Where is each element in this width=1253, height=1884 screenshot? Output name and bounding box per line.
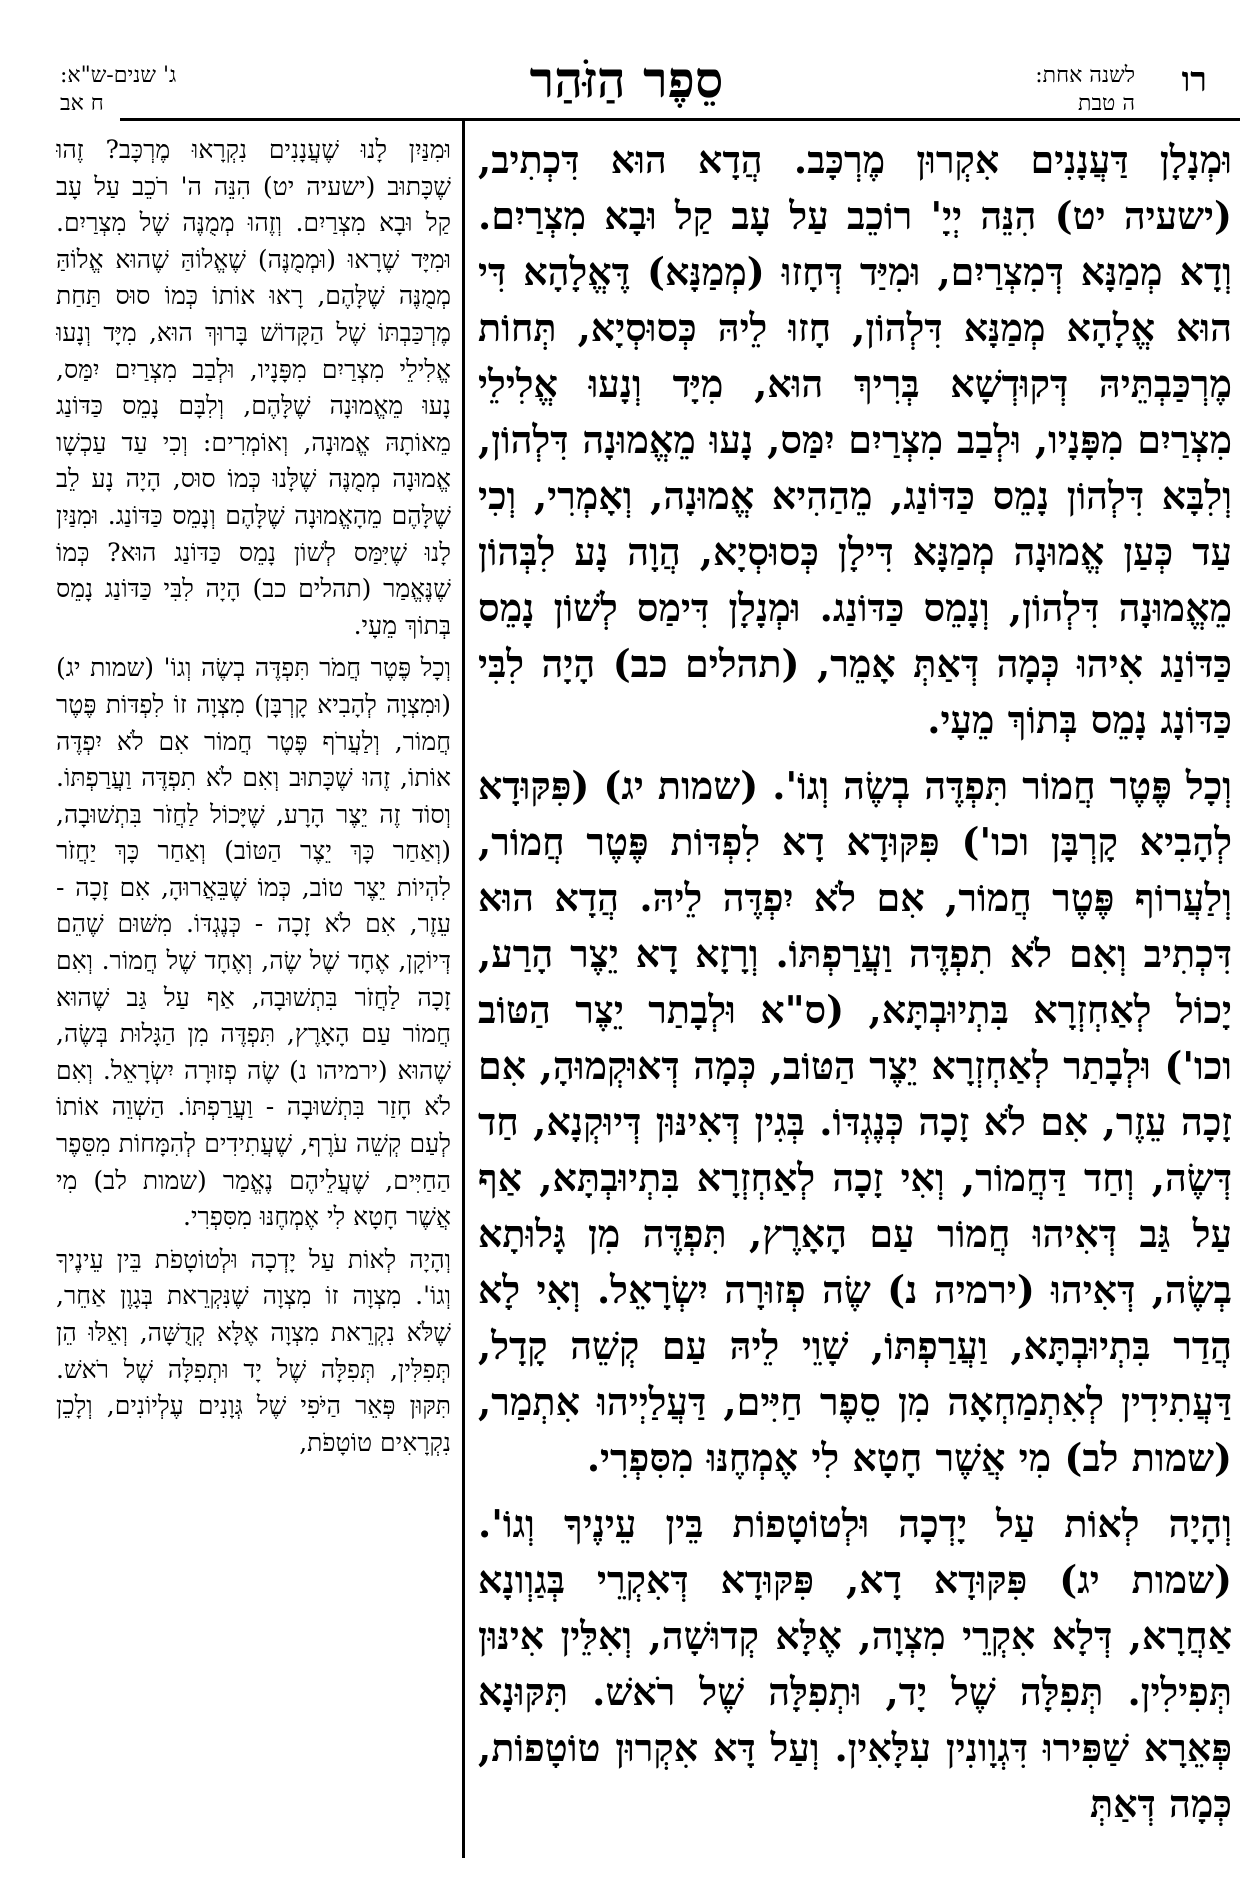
book-title: סֵפֶר הַזֹּהַר [529,50,724,109]
page-header [0,0,1253,118]
translation-column [56,132,451,1872]
header-rule [120,118,1240,121]
main-paragraph: וְכָל פֶּטֶר חֲמוֹר תִּפְדֶּה בְשֶׂה וְגוֹ'. (שמות יג) (פִּקּוּדָא לְהָבִיא קָרְבָּן וכו') פִּקּוּדָא דָא לִפְדּוֹת פֶּטֶר חֲמוֹר, וְלַעֲרוֹף פֶּטֶר חֲמוֹר, אִם לֹא יִפְדֶּה לֵיהּ. הֲדָא הוּא דִּכְתִיב וְאִם לֹא תִפְדֶּה וַעֲרַפְתּוֹ. וְרָזָא דָא יֵצֶר הָרַע, יָכוֹל לְאַחְזְרָא בִּתְיוּבְתָּא, (ס"א וּלְבָתַר יֵצֶר הַטּוֹב וכו') וּלְבָתַר לְאַחְזְרָא יֵצֶר הַטּוֹב, כְּמָה דְּאוּקְמוּהָ, אִם זָכָה עֵזֶר, אִם לֹא זָכָה כְּנֶגְדּוֹ. בְּגִין דְּאִינּוּן דְּיוּקְנָא, חַד דְּשֶׂה, וְחַד דַּחֲמוֹר, וְאִי זָכָה לְאַחְזְרָא בִּתְיוּבְתָּא, אַף עַל גַּב דְּאִיהוּ חֲמוֹר עַם הָאָרֶץ, תִּפְדֶּה מִן גָּלוּתָא בְשֶׂה, דְּאִיהוּ (ירמיה נ) שֶׂה פְזוּרָה יִשְׂרָאֵל. וְאִי לָא הֲדַר בִּתְיוּבְתָּא, וַעֲרַפְתּוֹ, שָׁוֵי לֵיהּ עַם קְשֵׁה קָדָל, דַּעֲתִידִין לְאִתְמַחְאָה מִן סֵפֶר חַיִּים, דַּעֲלַיְיהוּ אִתְמַר, (שמות לב) מִי אֲשֶׁר חָטָא לִי אֶמְחֶנּוּ מִסִּפְרִי. [478,763,1232,1480]
main-paragraph: וְהָיָה לְאוֹת עַל יָדְכָה וּלְטוֹטָפוֹת בֵּין עֵינֶיךָ וְגוֹ'. (שמות יג) פִּקּוּדָא דָא, פִּקּוּדָא דְּאִקְרֵי בְּגַוְונָא אַחֲרָא, דְּלָא אִקְרֵי מִצְוָה, אֶלָּא קְדוּשָׁה, וְאִלֵּין אִינּוּן תְּפִילִין. תְּפִלָּה שֶׁל יָד, וּתְפִלָּה שֶׁל רֹאשׁ. תִּקּוּנָא פְּאֵרָא שַׁפִּירוּ דִּגְוָונִין עִלָּאִין. וְעַל דָּא אִקְרוּן טוֹטָפוֹת, כְּמָה דְּאַתְּ [478,1501,1232,1826]
column-divider [462,118,465,1858]
page-number: רו [1181,60,1207,100]
translation-paragraph: וּמִנַּיִן לָנוּ שֶׁעֲנָנִים נִקְרָאוּ מֶרְכָּב? זֶהוּ שֶׁכָּתוּב (ישעיה יט) הִנֵּה ה' רֹכֵב עַל עָב קַל וּבָא מִצְרַיִם. וְזֶהוּ מְמֻנֶּה שֶׁל מִצְרַיִם. וּמִיָּד שֶׁרָאוּ (וּמְמֻנֶּה) שֶׁאֱלוֹהַּ שֶׁהוּא אֱלוֹהַּ מְמֻנֶּה שֶׁלָּהֶם, רָאוּ אוֹתוֹ כְּמוֹ סוּס תַּחַת מֶרְכַּבְתּוֹ שֶׁל הַקָּדוֹשׁ בָּרוּךְ הוּא, מִיָּד וְנָעוּ אֱלִילֵי מִצְרַיִם מִפָּנָיו, וּלְבַב מִצְרַיִם יִמַּס, נָעוּ מֵאֱמוּנָה שֶׁלָּהֶם, וְלִבָּם נָמֵס כַּדּוֹנַג מֵאוֹתָהּ אֱמוּנָה, וְאוֹמְרִים: וְכִי עַד עַכְשָׁו אֱמוּנָה מְמֻנֶּה שֶׁלָּנוּ כְּמוֹ סוּס, הָיָה נָע לֵב שֶׁלָּהֶם מֵהָאֱמוּנָה שֶׁלָּהֶם וְנָמֵס כַּדּוֹנַג. וּמִנַּיִן לָנוּ שֶׁיִּמַּס לְשׁוֹן נָמֵס כַּדּוֹנַג הוּא? כְּמוֹ שֶׁנֶּאֱמַר (תהלים כב) הָיָה לִבִּי כַּדּוֹנַג נָמֵס בְּתוֹךְ מֵעָי. [56,135,451,640]
translation-paragraph: וְהָיָה לְאוֹת עַל יָדְכָה וּלְטוֹטָפֹת בֵּין עֵינֶיךָ וְגוֹ'. מִצְוָה זוֹ מִצְוָה שֶׁנִּקְרֵאת בְּגָוֶן אַחֵר, שֶׁלֹּא נִקְרֵאת מִצְוָה אֶלָּא קְדֻשָּׁה, וְאֵלּוּ הֵן תְּפִלִּין, תְּפִלָּה שֶׁל יָד וּתְפִלָּה שֶׁל רֹאשׁ. תִּקּוּן פְּאֵר הַיֹּפִי שֶׁל גְּוָנִים עֶלְיוֹנִים, וְלָכֵן נִקְרָאִים טוֹטָפֹת, [56,1244,451,1457]
reading-date-one-year: ה טבת [1078,91,1135,116]
reading-date-three-years: ח אב [60,91,104,116]
translation-paragraph: וְכָל פֶּטֶר חֲמֹר תִּפְדֶּה בְשֶׂה וְגוֹ' (שמות יג) (וּמִצְוָה לְהָבִיא קָרְבָּן) מִצְוָה זוֹ לִפְדּוֹת פֶּטֶר חֲמוֹר, וְלַעֲרֹף פֶּטֶר חֲמוֹר אִם לֹא יִפְדֶּה אוֹתוֹ, זֶהוּ שֶׁכָּתוּב וְאִם לֹא תִפְדֶּה וַעֲרַפְתּוֹ. וְסוֹד זֶה יֵצֶר הָרָע, שֶׁיָּכוֹל לַחֲזֹר בִּתְשׁוּבָה, (וְאַחַר כָּךְ יֵצֶר הַטּוֹב) וְאַחַר כָּךְ יַחֲזֹר לִהְיוֹת יֵצֶר טוֹב, כְּמוֹ שֶׁבֵּאֲרוּהָ, אִם זָכָה - עֵזֶר, אִם לֹא זָכָה - כְּנֶגְדּוֹ. מִשּׁוּם שֶׁהֵם דְּיוֹקָן, אֶחָד שֶׁל שֶׂה, וְאֶחָד שֶׁל חֲמוֹר. וְאִם זָכָה לַחֲזֹר בִּתְשׁוּבָה, אַף עַל גַּב שֶׁהוּא חֲמוֹר עַם הָאָרֶץ, תִּפְדֶּה מִן הַגָּלוּת בְּשֶׂה, שֶׁהוּא (ירמיהו נ) שֶׂה פְזוּרָה יִשְׂרָאֵל. וְאִם לֹא חָזַר בִּתְשׁוּבָה - וַעֲרַפְתּוֹ. הַשְׁוֵה אוֹתוֹ לְעַם קְשֵׁה עֹרֶף, שֶׁעֲתִידִים לְהִמָּחוֹת מִסֵּפֶר הַחַיִּים, שֶׁעֲלֵיהֶם נֶאֱמַר (שמות לב) מִי אֲשֶׁר חָטָא לִי אֶמְחֶנּוּ מִסִּפְרִי. [56,653,451,1232]
main-paragraph: וּמְנָלָן דַּעֲנָנִים אִקְרוּן מֶרְכָּב. הֲדָא הוּא דִּכְתִיב, (ישעיה יט) הִנֵּה יְיָ' רוֹכֵב עַל עָב קַל וּבָא מִצְרַיִם. וְדָא מְמַנָּא דְּמִצְרַיִם, וּמִיַּד דְּחָזוּ (מְמַנָּא) דֶּאֱלָהָא דִּי הוּא אֱלָהָא מְמַנָּא דִּלְהוֹן, חָזוּ לֵיהּ כְּסוּסְיָא, תְּחוֹת מֶרְכַּבְתֵּיהּ דְּקוּדְשָׁא בְּרִיךְ הוּא, מִיָּד וְנָעוּ אֱלִילֵי מִצְרַיִם מִפָּנָיו, וּלְבַב מִצְרַיִם יִמַּס, נָעוּ מֵאֱמוּנָה דִּלְהוֹן, וְלִבָּא דִּלְהוֹן נָמֵס כַּדּוֹנַג, מֵהַהִיא אֱמוּנָה, וְאָמְרִי, וְכִי עַד כְּעַן אֱמוּנָה מְמַנָּא דִּילָן כְּסוּסְיָא, הֲוָה נָע לִבְּהוֹן מֵאֱמוּנָה דִּלְהוֹן, וְנָמֵס כַּדּוֹנַג. וּמְנָלָן דִּימַס לְשׁוֹן נָמֵס כַּדּוֹנַג אִיהוּ כְּמָה דְּאַתְּ אָמֵר, (תהלים כב) הָיָה לִבִּי כַּדּוֹנָג נָמֵס בְּתוֹךְ מֵעָי. [478,137,1232,742]
reading-schedule-three-years: ג' שנים-ש"א: [60,63,177,88]
main-text-column [478,132,1232,1872]
reading-schedule-one-year: לשנה אחת: [1035,63,1135,88]
